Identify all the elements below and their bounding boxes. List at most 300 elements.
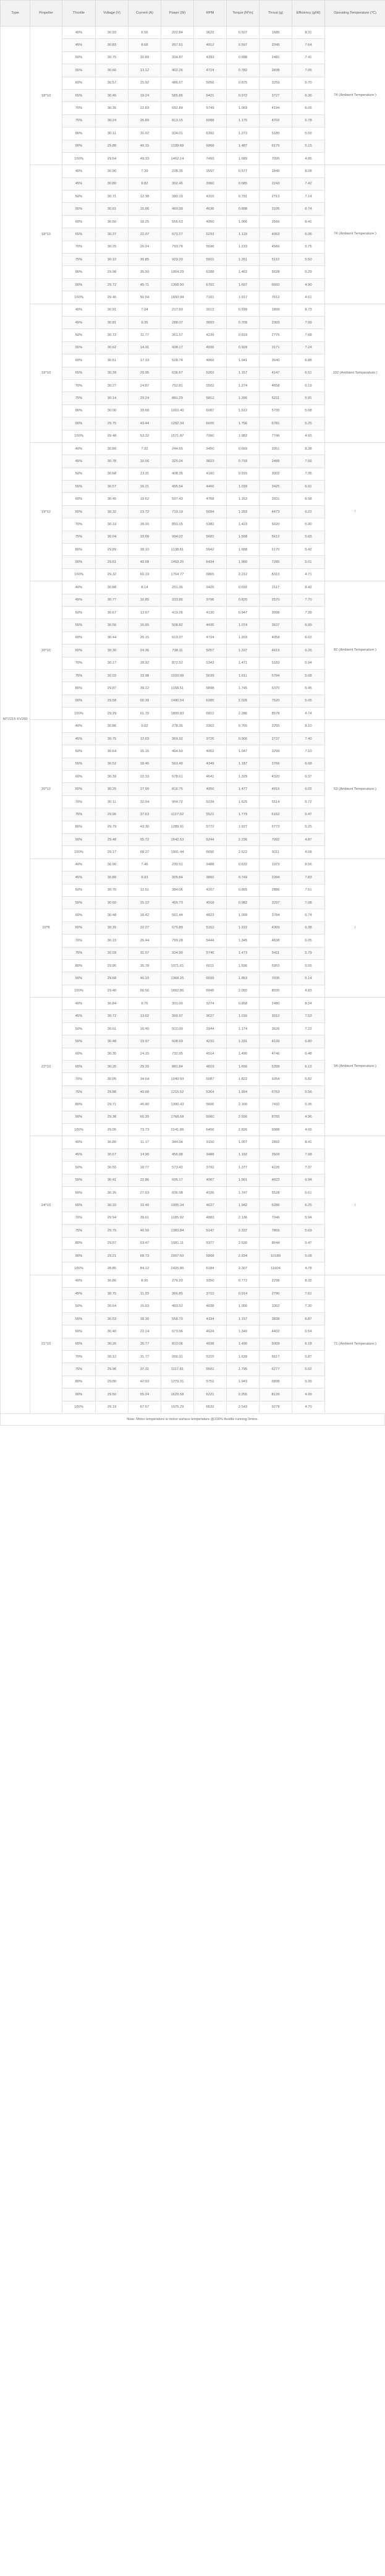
torque-cell: 1.745: [227, 682, 260, 695]
throttle-cell: 60%: [62, 493, 96, 505]
throttle-cell: 100%: [62, 1262, 96, 1275]
current-cell: 16.21: [129, 481, 161, 493]
throttle-cell: 55%: [62, 1312, 96, 1325]
rpm-cell: 4636: [194, 203, 227, 215]
header-type: Type: [1, 1, 30, 27]
voltage-cell: 29.98: [96, 266, 129, 278]
voltage-cell: 30.57: [96, 77, 129, 89]
voltage-cell: 30.24: [96, 114, 129, 127]
throttle-cell: 70%: [62, 518, 96, 531]
power-cell: 325.04: [161, 455, 194, 468]
thrust-cell: 5009: [260, 1338, 292, 1350]
power-cell: 675.89: [161, 922, 194, 934]
power-cell: 1490.54: [161, 695, 194, 707]
temperature-cell: 53 (Ambient Temperature:): [325, 720, 385, 858]
torque-cell: 1.041: [227, 354, 260, 367]
rpm-cell: 4624: [194, 1325, 227, 1338]
power-cell: 1629.58: [161, 1389, 194, 1401]
current-cell: 15.03: [129, 1300, 161, 1312]
torque-cell: 0.898: [227, 203, 260, 215]
header-propeller: Propeller: [30, 1, 62, 27]
voltage-cell: 30.62: [96, 341, 129, 354]
thrust-cell: 2489: [260, 455, 292, 468]
thrust-cell: 4320: [260, 771, 292, 783]
rpm-cell: 4768: [194, 493, 227, 505]
power-cell: 813.15: [161, 114, 194, 127]
rpm-cell: 4938: [194, 1338, 227, 1350]
torque-cell: 1.203: [227, 631, 260, 644]
propeller-cell: 18*10: [30, 27, 62, 165]
propeller-cell: 20*10: [30, 581, 62, 720]
voltage-cell: 30.39: [96, 367, 129, 379]
current-cell: 20.15: [129, 631, 161, 644]
voltage-cell: 29.40: [96, 985, 129, 997]
voltage-cell: 30.04: [96, 531, 129, 543]
throttle-cell: 40%: [62, 1275, 96, 1287]
throttle-cell: 70%: [62, 1212, 96, 1224]
voltage-cell: 29.75: [96, 417, 129, 430]
current-cell: 18.25: [129, 215, 161, 228]
current-cell: 29.20: [129, 1061, 161, 1073]
table-row: [1, 1136, 385, 1149]
efficiency-cell: 5.42: [292, 544, 325, 556]
efficiency-cell: 6.41: [292, 215, 325, 228]
efficiency-cell: 7.70: [292, 594, 325, 606]
voltage-cell: 29.48: [96, 430, 129, 442]
torque-cell: 1.756: [227, 417, 260, 430]
voltage-cell: 30.11: [96, 127, 129, 140]
thrust-cell: 4309: [260, 922, 292, 934]
torque-cell: 0.685: [227, 178, 260, 190]
torque-cell: 2.212: [227, 568, 260, 581]
torque-cell: 0.875: [227, 77, 260, 89]
rpm-cell: 4866: [194, 354, 227, 367]
thrust-cell: 5183: [260, 657, 292, 669]
power-cell: 695.17: [161, 1174, 194, 1186]
rpm-cell: 3350: [194, 1275, 227, 1287]
current-cell: 56.04: [129, 291, 161, 304]
voltage-cell: 30.61: [96, 1022, 129, 1035]
torque-cell: 1.192: [227, 1149, 260, 1161]
current-cell: 53.47: [129, 1237, 161, 1249]
voltage-cell: 30.67: [96, 606, 129, 618]
power-cell: 1662.86: [161, 985, 194, 997]
thrust-cell: 2892: [260, 1136, 292, 1149]
torque-cell: 1.596: [227, 959, 260, 972]
voltage-cell: 30.57: [96, 481, 129, 493]
current-cell: 84.12: [129, 1262, 161, 1275]
thrust-cell: 10189: [260, 1249, 292, 1262]
rpm-cell: 3792: [194, 1162, 227, 1174]
thrust-cell: 2713: [260, 190, 292, 203]
thrust-cell: 7095: [260, 152, 292, 165]
throttle-cell: 50%: [62, 745, 96, 758]
torque-cell: 1.233: [227, 241, 260, 253]
power-cell: 585.86: [161, 89, 194, 101]
current-cell: 12.51: [129, 884, 161, 896]
rpm-cell: 4012: [194, 39, 227, 51]
thrust-cell: 5112: [260, 254, 292, 266]
torque-cell: 1.175: [227, 114, 260, 127]
voltage-cell: 29.05: [96, 1123, 129, 1136]
propeller-cell: 24*10: [30, 1136, 62, 1275]
thrust-cell: 4746: [260, 1048, 292, 1060]
throttle-cell: 65%: [62, 922, 96, 934]
thrust-cell: 4838: [260, 935, 292, 947]
torque-cell: 1.197: [227, 1312, 260, 1325]
voltage-cell: 30.56: [96, 619, 129, 631]
efficiency-cell: 5.68: [292, 404, 325, 417]
torque-cell: 0.929: [227, 341, 260, 354]
voltage-cell: 30.41: [96, 1174, 129, 1186]
table-row: [1, 998, 385, 1010]
current-cell: 19.24: [129, 89, 161, 101]
rpm-cell: 5772: [194, 821, 227, 833]
table-row: [1, 442, 385, 455]
rpm-cell: 4641: [194, 771, 227, 783]
torque-cell: 1.943: [227, 1376, 260, 1388]
current-cell: 31.07: [129, 947, 161, 959]
efficiency-cell: 8.08: [292, 165, 325, 178]
rpm-cell: 3944: [194, 1022, 227, 1035]
current-cell: 13.02: [129, 1010, 161, 1022]
rpm-cell: 5681: [194, 531, 227, 543]
throttle-cell: 65%: [62, 505, 96, 518]
rpm-cell: 5234: [194, 795, 227, 808]
torque-cell: 1.345: [227, 935, 260, 947]
current-cell: 29.24: [129, 392, 161, 404]
power-cell: 816.75: [161, 783, 194, 795]
torque-cell: 0.915: [227, 468, 260, 480]
temperature-cell: 102 (Ambient Temperature:): [325, 304, 385, 442]
torque-cell: 1.007: [227, 1136, 260, 1149]
power-cell: 678.61: [161, 771, 194, 783]
voltage-cell: 30.67: [96, 1149, 129, 1161]
current-cell: 9.82: [129, 178, 161, 190]
rpm-cell: 4336: [194, 1186, 227, 1199]
throttle-cell: 75%: [62, 254, 96, 266]
throttle-cell: 60%: [62, 1186, 96, 1199]
header-throttle: Throttle: [62, 1, 96, 27]
current-cell: 49.33: [129, 152, 161, 165]
thrust-cell: 8765: [260, 1111, 292, 1123]
rpm-cell: 4232: [194, 1035, 227, 1048]
temperature-cell: 94 (Ambient Temperature:): [325, 998, 385, 1136]
voltage-cell: 30.44: [96, 631, 129, 644]
power-cell: 1117.81: [161, 1363, 194, 1376]
thrust-cell: 4402: [260, 1325, 292, 1338]
voltage-cell: 29.72: [96, 278, 129, 291]
voltage-cell: 29.71: [96, 1098, 129, 1111]
thrust-cell: 3626: [260, 1022, 292, 1035]
thrust-cell: 6773: [260, 821, 292, 833]
rpm-cell: 4349: [194, 758, 227, 770]
current-cell: 33.98: [129, 669, 161, 682]
efficiency-cell: 5.62: [292, 1363, 325, 1376]
efficiency-cell: 5.15: [292, 140, 325, 152]
current-cell: 22.83: [129, 102, 161, 114]
efficiency-cell: 5.35: [292, 1098, 325, 1111]
rpm-cell: 5521: [194, 808, 227, 821]
efficiency-cell: 5.90: [292, 518, 325, 531]
throttle-cell: 75%: [62, 1363, 96, 1376]
power-cell: 1040.93: [161, 1073, 194, 1085]
power-cell: 556.63: [161, 215, 194, 228]
power-cell: 288.07: [161, 316, 194, 328]
voltage-cell: 29.68: [96, 972, 129, 985]
throttle-cell: 80%: [62, 1237, 96, 1249]
torque-cell: 0.858: [227, 998, 260, 1010]
current-cell: 26.44: [129, 935, 161, 947]
throttle-cell: 100%: [62, 708, 96, 720]
rpm-cell: 7493: [194, 152, 227, 165]
thrust-cell: 3171: [260, 341, 292, 354]
power-cell: 380.19: [161, 190, 194, 203]
torque-cell: 1.822: [227, 1073, 260, 1085]
torque-cell: 1.471: [227, 657, 260, 669]
current-cell: 38.10: [129, 544, 161, 556]
throttle-cell: 100%: [62, 985, 96, 997]
power-cell: 502.00: [161, 1022, 194, 1035]
current-cell: 50.39: [129, 695, 161, 707]
temperature-cell: 74 (Ambient Temperature:): [325, 27, 385, 165]
torque-cell: 0.782: [227, 64, 260, 77]
throttle-cell: 40%: [62, 165, 96, 178]
thrust-cell: 1845: [260, 165, 292, 178]
current-cell: 8.14: [129, 581, 161, 594]
voltage-cell: 30.81: [96, 316, 129, 328]
voltage-cell: 30.88: [96, 581, 129, 594]
throttle-cell: 55%: [62, 203, 96, 215]
current-cell: 60.19: [129, 568, 161, 581]
current-cell: 30.85: [129, 254, 161, 266]
throttle-cell: 75%: [62, 669, 96, 682]
current-cell: 22.27: [129, 922, 161, 934]
throttle-cell: 70%: [62, 102, 96, 114]
rpm-cell: 6865: [194, 568, 227, 581]
thrust-cell: 2117: [260, 581, 292, 594]
current-cell: 11.77: [129, 329, 161, 341]
thrust-cell: 5514: [260, 795, 292, 808]
current-cell: 39.61: [129, 1212, 161, 1224]
efficiency-cell: 7.61: [292, 1288, 325, 1300]
power-cell: 384.06: [161, 884, 194, 896]
rpm-cell: 5377: [194, 1237, 227, 1249]
torque-cell: 0.972: [227, 89, 260, 101]
voltage-cell: 29.89: [96, 544, 129, 556]
power-cell: 528.74: [161, 354, 194, 367]
thrust-cell: 2051: [260, 442, 292, 455]
power-cell: 1138.81: [161, 544, 194, 556]
voltage-cell: 30.39: [96, 771, 129, 783]
thrust-cell: 5185: [260, 127, 292, 140]
table-row: [1, 581, 385, 594]
table-row: [1, 858, 385, 871]
rpm-cell: 6434: [194, 556, 227, 568]
torque-cell: 0.507: [227, 27, 260, 39]
rpm-cell: 5596: [194, 241, 227, 253]
torque-cell: 1.396: [227, 392, 260, 404]
throttle-cell: 75%: [62, 808, 96, 821]
power-cell: 929.20: [161, 254, 194, 266]
torque-cell: 1.558: [227, 531, 260, 543]
rpm-cell: 5147: [194, 1225, 227, 1237]
throttle-cell: 45%: [62, 455, 96, 468]
thrust-cell: 4822: [260, 1174, 292, 1186]
power-cell: 438.17: [161, 341, 194, 354]
voltage-cell: 29.29: [96, 708, 129, 720]
rpm-cell: 6632: [194, 1401, 227, 1413]
rpm-cell: 4734: [194, 631, 227, 644]
thrust-cell: 2045: [260, 39, 292, 51]
thrust-cell: 1685: [260, 27, 292, 39]
voltage-cell: 29.64: [96, 152, 129, 165]
efficiency-cell: 4.71: [292, 568, 325, 581]
voltage-cell: 30.12: [96, 1351, 129, 1363]
torque-cell: 1.187: [227, 758, 260, 770]
thrust-cell: 9111: [260, 846, 292, 858]
thrust-cell: 4566: [260, 241, 292, 253]
thrust-cell: 3362: [260, 1300, 292, 1312]
power-cell: 333.86: [161, 594, 194, 606]
rpm-cell: 4819: [194, 1061, 227, 1073]
torque-cell: 0.791: [227, 190, 260, 203]
current-cell: 22.14: [129, 1325, 161, 1338]
current-cell: 46.80: [129, 1098, 161, 1111]
thrust-cell: 4916: [260, 783, 292, 795]
power-cell: 1215.52: [161, 1085, 194, 1098]
throttle-cell: 55%: [62, 896, 96, 909]
throttle-cell: 50%: [62, 51, 96, 64]
current-cell: 9.93: [129, 871, 161, 884]
efficiency-cell: 7.99: [292, 316, 325, 328]
current-cell: 7.92: [129, 442, 161, 455]
power-cell: 276.20: [161, 1275, 194, 1287]
power-cell: 369.92: [161, 732, 194, 745]
power-cell: 460.52: [161, 1300, 194, 1312]
voltage-cell: 30.25: [96, 783, 129, 795]
current-cell: 43.30: [129, 821, 161, 833]
voltage-cell: 30.84: [96, 998, 129, 1010]
efficiency-cell: 7.39: [292, 606, 325, 618]
torque-cell: 1.942: [227, 1199, 260, 1212]
rpm-cell: 6088: [194, 114, 227, 127]
efficiency-cell: 5.55: [292, 959, 325, 972]
voltage-cell: 30.11: [96, 795, 129, 808]
rpm-cell: 3150: [194, 1136, 227, 1149]
thrust-cell: 6898: [260, 1376, 292, 1388]
rpm-cell: 5502: [194, 379, 227, 392]
power-cell: 402.26: [161, 64, 194, 77]
power-cell: 230.51: [161, 858, 194, 871]
current-cell: 56.56: [129, 985, 161, 997]
torque-cell: 1.274: [227, 379, 260, 392]
voltage-cell: 29.76: [96, 1225, 129, 1237]
torque-cell: 1.163: [227, 493, 260, 505]
voltage-cell: 30.17: [96, 657, 129, 669]
rpm-cell: 5094: [194, 505, 227, 518]
table-body: [1, 27, 385, 1414]
throttle-cell: 80%: [62, 959, 96, 972]
thrust-cell: 4658: [260, 379, 292, 392]
current-cell: 26.89: [129, 114, 161, 127]
throttle-cell: 50%: [62, 190, 96, 203]
throttle-cell: 75%: [62, 114, 96, 127]
voltage-cell: 30.71: [96, 190, 129, 203]
efficiency-cell: 6.36: [292, 89, 325, 101]
voltage-cell: 30.75: [96, 732, 129, 745]
header-current: Current (A): [129, 1, 161, 27]
torque-cell: 2.160: [227, 1098, 260, 1111]
power-cell: 2141.86: [161, 1123, 194, 1136]
rpm-cell: 6011: [194, 959, 227, 972]
efficiency-cell: 7.14: [292, 190, 325, 203]
thrust-cell: 1899: [260, 304, 292, 316]
throttle-cell: 40%: [62, 720, 96, 732]
torque-cell: 0.709: [227, 316, 260, 328]
efficiency-cell: 7.51: [292, 884, 325, 896]
power-cell: 251.36: [161, 581, 194, 594]
table-row: [1, 27, 385, 39]
torque-cell: 1.656: [227, 1061, 260, 1073]
torque-cell: 1.423: [227, 518, 260, 531]
propeller-cell: 21*10: [30, 1275, 62, 1413]
thrust-cell: 5794: [260, 669, 292, 682]
throttle-cell: 80%: [62, 544, 96, 556]
propeller-cell: 18*12: [30, 165, 62, 304]
voltage-cell: 29.46: [96, 291, 129, 304]
rpm-cell: 5056: [194, 77, 227, 89]
throttle-cell: 100%: [62, 1123, 96, 1136]
efficiency-cell: 5.91: [292, 392, 325, 404]
torque-cell: 0.914: [227, 1288, 260, 1300]
power-cell: 1127.02: [161, 808, 194, 821]
rpm-cell: 6656: [194, 846, 227, 858]
power-cell: 597.43: [161, 493, 194, 505]
efficiency-cell: 6.74: [292, 909, 325, 922]
voltage-cell: 30.70: [96, 884, 129, 896]
throttle-cell: 50%: [62, 884, 96, 896]
throttle-cell: 40%: [62, 442, 96, 455]
voltage-cell: 30.12: [96, 254, 129, 266]
current-cell: 39.12: [129, 682, 161, 695]
voltage-cell: 30.50: [96, 215, 129, 228]
thrust-cell: 4473: [260, 505, 292, 518]
torque-cell: 1.927: [227, 821, 260, 833]
torque-cell: 1.490: [227, 1048, 260, 1060]
efficiency-cell: 5.94: [292, 1212, 325, 1224]
voltage-cell: 30.23: [96, 935, 129, 947]
torque-cell: 0.669: [227, 442, 260, 455]
voltage-cell: 30.27: [96, 379, 129, 392]
torque-cell: 1.119: [227, 228, 260, 241]
thrust-cell: 11604: [260, 1262, 292, 1275]
torque-cell: 2.934: [227, 1249, 260, 1262]
rpm-cell: 6060: [194, 1111, 227, 1123]
thrust-cell: 4058: [260, 631, 292, 644]
efficiency-cell: 5.47: [292, 1237, 325, 1249]
throttle-cell: 40%: [62, 1136, 96, 1149]
rpm-cell: 4514: [194, 1048, 227, 1060]
current-cell: 37.63: [129, 808, 161, 821]
rpm-cell: 6509: [194, 972, 227, 985]
thrust-cell: 7992: [260, 834, 292, 846]
table-row: [1, 304, 385, 316]
voltage-cell: 29.94: [96, 1212, 129, 1224]
power-cell: 719.19: [161, 505, 194, 518]
thrust-cell: 8578: [260, 708, 292, 720]
throttle-cell: 60%: [62, 1048, 96, 1060]
